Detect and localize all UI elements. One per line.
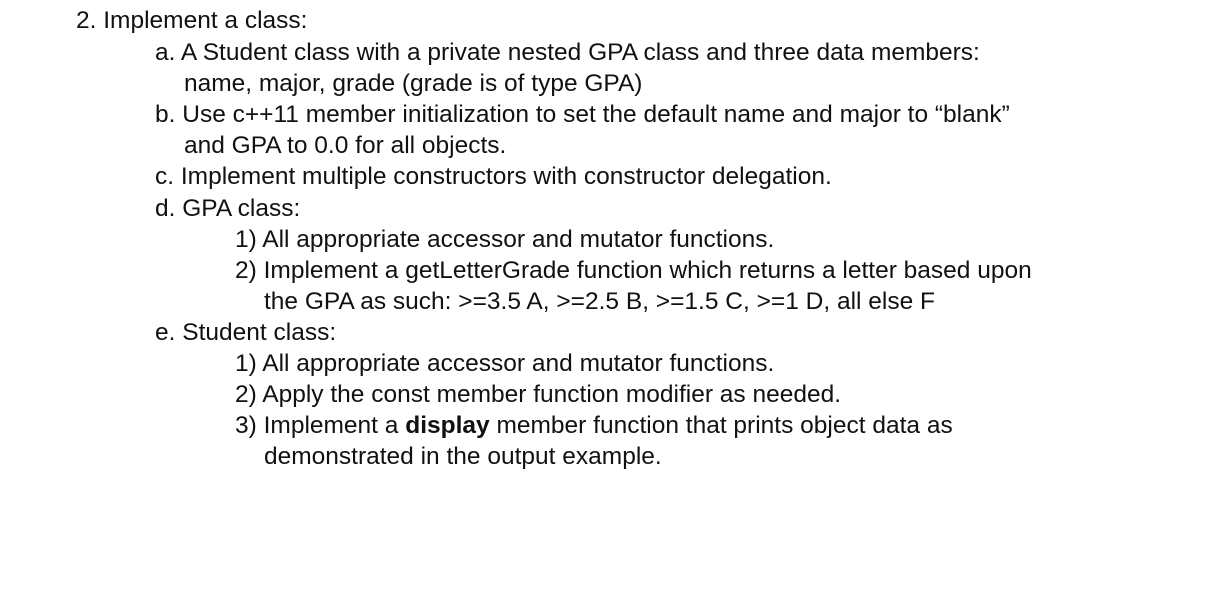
heading-text: Implement a class: [103, 7, 308, 34]
item-e-sub3-text-after: member function that prints object data as [496, 412, 953, 439]
item-d-text-1: GPA class: [182, 195, 301, 222]
heading-line [76, 5, 308, 36]
item-e-marker: e. [155, 319, 176, 346]
item-c-marker: c. [155, 163, 175, 190]
item-e-sub1-text-1: All appropriate accessor and mutator functions. [262, 350, 775, 377]
item-e-sub3-text-2: demonstrated in the output example. [264, 443, 662, 470]
item-c-line1 [155, 161, 832, 192]
item-e-sub1-line1 [235, 348, 774, 379]
item-a-text-2: name, major, grade (grade is of type GPA) [184, 70, 643, 97]
heading-marker: 2. [76, 7, 97, 34]
item-e-sub3-marker: 3) [235, 412, 257, 439]
item-d-sub1-line1 [235, 224, 774, 255]
item-c-text-1: Implement multiple constructors with constructor delegation. [180, 163, 832, 190]
item-b-marker: b. [155, 101, 176, 128]
item-e-sub3-text-bold: display [405, 412, 490, 439]
item-e-sub2-marker: 2) [235, 381, 257, 408]
item-d-sub1-marker: 1) [235, 226, 257, 253]
item-e-sub3-line2 [264, 441, 662, 472]
item-e-sub2-text-1: Apply the const member function modifier as needed. [262, 381, 842, 408]
item-b-text-2: and GPA to 0.0 for all objects. [184, 132, 507, 159]
item-d-sub2-marker: 2) [235, 257, 257, 284]
item-a-line1 [155, 37, 980, 68]
item-d-sub2-text-2: the GPA as such: >=3.5 A, >=2.5 B, >=1.5 C, >=1 D, all else F [264, 288, 935, 315]
item-a-text-1: A Student class with a private nested GPA class and three data members: [180, 39, 980, 66]
item-d-line1 [155, 193, 300, 224]
item-e-sub2-line1 [235, 379, 841, 410]
item-e-sub1-marker: 1) [235, 350, 257, 377]
item-d-sub1-text-1: All appropriate accessor and mutator functions. [262, 226, 775, 253]
item-e-line1 [155, 317, 336, 348]
item-b-line1 [155, 99, 1010, 130]
item-d-sub2-text-1: Implement a getLetterGrade function which returns a letter based upon [263, 257, 1032, 284]
item-e-text-1: Student class: [182, 319, 337, 346]
item-e-sub3-text-before: Implement a [263, 412, 399, 439]
item-d-sub2-line2 [264, 286, 935, 317]
item-b-line2 [184, 130, 506, 161]
item-a-marker: a. [155, 39, 176, 66]
item-d-sub2-line1 [235, 255, 1032, 286]
item-e-sub3-line1 [235, 410, 953, 441]
item-a-line2 [184, 68, 642, 99]
item-d-marker: d. [155, 195, 176, 222]
item-b-text-1: Use c++11 member initialization to set the default name and major to “blank” [182, 101, 1010, 128]
